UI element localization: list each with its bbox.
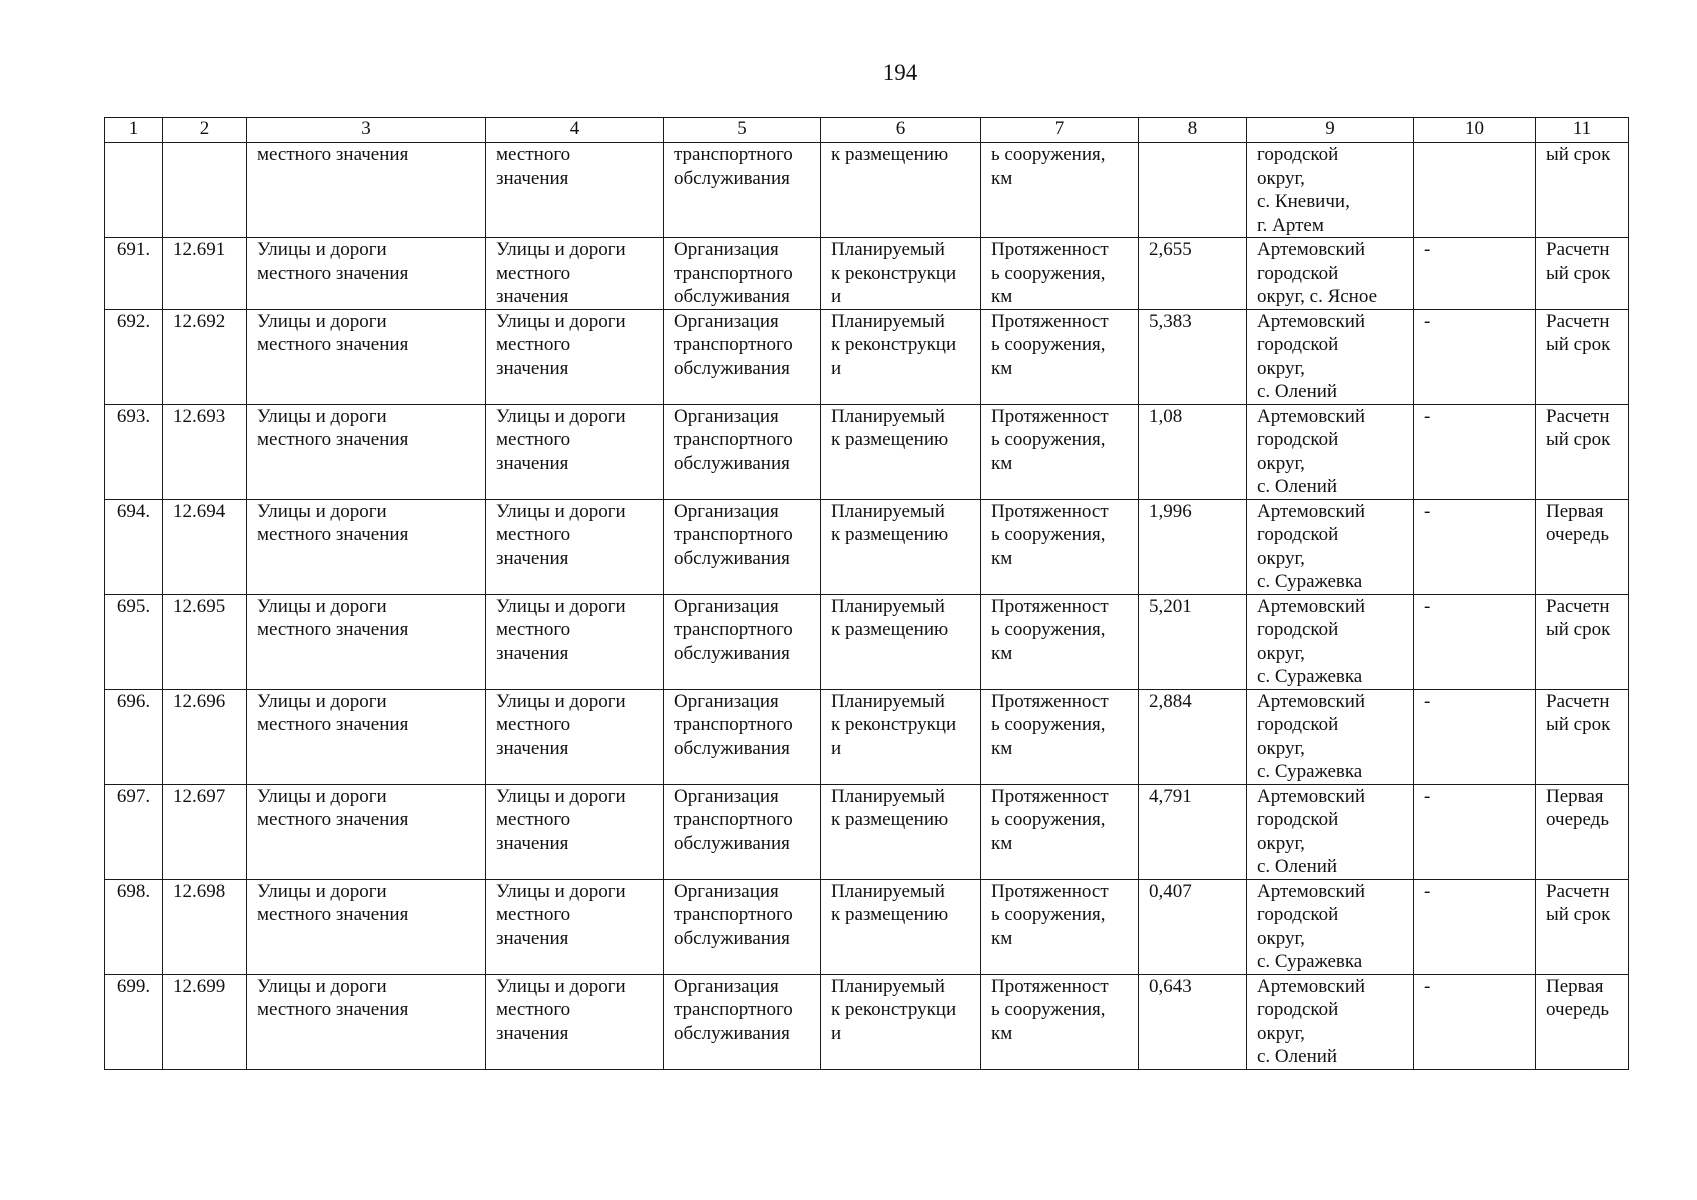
term-cell: Расчетн ый срок <box>1536 594 1629 689</box>
object-kind-cell: Улицы и дороги местного значения <box>486 879 664 974</box>
object-code-cell: 12.691 <box>163 238 247 310</box>
table-body <box>105 143 1629 1070</box>
purpose-cell: Организация транспортного обслуживания <box>664 784 821 879</box>
column-header: 9 <box>1247 118 1414 143</box>
object-code-cell: 12.694 <box>163 499 247 594</box>
zone-cell <box>1414 143 1536 238</box>
object-kind-cell: Улицы и дороги местного значения <box>486 499 664 594</box>
purpose-cell: Организация транспортного обслуживания <box>664 689 821 784</box>
column-header: 7 <box>981 118 1139 143</box>
zone-cell: - <box>1414 879 1536 974</box>
purpose-cell: Организация транспортного обслуживания <box>664 309 821 404</box>
column-number-row <box>105 118 1629 143</box>
zone-cell: - <box>1414 784 1536 879</box>
term-cell: Первая очередь <box>1536 784 1629 879</box>
object-code-cell: 12.692 <box>163 309 247 404</box>
row-number-cell: 692. <box>105 309 163 404</box>
column-header: 3 <box>247 118 486 143</box>
term-cell: Первая очередь <box>1536 974 1629 1069</box>
row-number-cell: 699. <box>105 974 163 1069</box>
object-type-cell: Улицы и дороги местного значения <box>247 404 486 499</box>
purpose-cell: Организация транспортного обслуживания <box>664 594 821 689</box>
location-cell: Артемовский городской округ, с. Олений <box>1247 784 1414 879</box>
purpose-cell: Организация транспортного обслуживания <box>664 404 821 499</box>
purpose-cell: Организация транспортного обслуживания <box>664 499 821 594</box>
value-cell: 0,643 <box>1139 974 1247 1069</box>
row-number-cell <box>105 143 163 238</box>
purpose-cell: Организация транспортного обслуживания <box>664 974 821 1069</box>
column-header: 2 <box>163 118 247 143</box>
object-type-cell: Улицы и дороги местного значения <box>247 689 486 784</box>
purpose-cell: транспортного обслуживания <box>664 143 821 238</box>
object-type-cell: Улицы и дороги местного значения <box>247 784 486 879</box>
characteristic-cell: Протяженност ь сооружения, км <box>981 594 1139 689</box>
row-number-cell: 698. <box>105 879 163 974</box>
object-kind-cell: Улицы и дороги местного значения <box>486 309 664 404</box>
status-cell: Планируемый к размещению <box>821 784 981 879</box>
term-cell: Расчетн ый срок <box>1536 309 1629 404</box>
object-code-cell <box>163 143 247 238</box>
characteristic-cell: Протяженност ь сооружения, км <box>981 784 1139 879</box>
page-number: 194 <box>882 60 918 85</box>
purpose-cell: Организация транспортного обслуживания <box>664 879 821 974</box>
location-cell: Артемовский городской округ, с. Суражевка <box>1247 499 1414 594</box>
zone-cell: - <box>1414 238 1536 310</box>
row-number-cell: 691. <box>105 238 163 310</box>
object-type-cell: Улицы и дороги местного значения <box>247 238 486 310</box>
value-cell <box>1139 143 1247 238</box>
row-number-cell: 696. <box>105 689 163 784</box>
column-header: 10 <box>1414 118 1536 143</box>
value-cell: 2,884 <box>1139 689 1247 784</box>
status-cell: Планируемый к размещению <box>821 404 981 499</box>
column-header: 8 <box>1139 118 1247 143</box>
location-cell: Артемовский городской округ, с. Суражевка <box>1247 594 1414 689</box>
objects-table <box>104 117 1629 1070</box>
location-cell: Артемовский городской округ, с. Олений <box>1247 974 1414 1069</box>
row-number-cell: 697. <box>105 784 163 879</box>
object-code-cell: 12.699 <box>163 974 247 1069</box>
zone-cell: - <box>1414 689 1536 784</box>
status-cell: Планируемый к реконструкци и <box>821 309 981 404</box>
zone-cell: - <box>1414 594 1536 689</box>
table-row <box>105 404 1629 499</box>
value-cell: 5,201 <box>1139 594 1247 689</box>
status-cell: Планируемый к размещению <box>821 499 981 594</box>
table-row <box>105 309 1629 404</box>
column-header: 4 <box>486 118 664 143</box>
table-row <box>105 594 1629 689</box>
object-type-cell: Улицы и дороги местного значения <box>247 309 486 404</box>
row-number-cell: 693. <box>105 404 163 499</box>
characteristic-cell: Протяженност ь сооружения, км <box>981 404 1139 499</box>
row-number-cell: 694. <box>105 499 163 594</box>
object-kind-cell: Улицы и дороги местного значения <box>486 784 664 879</box>
characteristic-cell: Протяженност ь сооружения, км <box>981 689 1139 784</box>
value-cell: 4,791 <box>1139 784 1247 879</box>
object-code-cell: 12.693 <box>163 404 247 499</box>
term-cell: Первая очередь <box>1536 499 1629 594</box>
location-cell: Артемовский городской округ, с. Олений <box>1247 404 1414 499</box>
term-cell: Расчетн ый срок <box>1536 404 1629 499</box>
object-type-cell: Улицы и дороги местного значения <box>247 974 486 1069</box>
characteristic-cell: Протяженност ь сооружения, км <box>981 309 1139 404</box>
zone-cell: - <box>1414 974 1536 1069</box>
characteristic-cell: ь сооружения, км <box>981 143 1139 238</box>
object-type-cell: местного значения <box>247 143 486 238</box>
object-kind-cell: Улицы и дороги местного значения <box>486 404 664 499</box>
object-code-cell: 12.697 <box>163 784 247 879</box>
table-row <box>105 784 1629 879</box>
object-type-cell: Улицы и дороги местного значения <box>247 879 486 974</box>
object-type-cell: Улицы и дороги местного значения <box>247 594 486 689</box>
characteristic-cell: Протяженност ь сооружения, км <box>981 879 1139 974</box>
object-kind-cell: Улицы и дороги местного значения <box>486 238 664 310</box>
term-cell: Расчетн ый срок <box>1536 879 1629 974</box>
table-row <box>105 499 1629 594</box>
row-number-cell: 695. <box>105 594 163 689</box>
value-cell: 2,655 <box>1139 238 1247 310</box>
object-kind-cell: Улицы и дороги местного значения <box>486 974 664 1069</box>
table-row <box>105 974 1629 1069</box>
characteristic-cell: Протяженност ь сооружения, км <box>981 238 1139 310</box>
column-header: 5 <box>664 118 821 143</box>
object-kind-cell: Улицы и дороги местного значения <box>486 689 664 784</box>
location-cell: Артемовский городской округ, с. Олений <box>1247 309 1414 404</box>
location-cell: Артемовский городской округ, с. Суражевка <box>1247 689 1414 784</box>
purpose-cell: Организация транспортного обслуживания <box>664 238 821 310</box>
object-code-cell: 12.698 <box>163 879 247 974</box>
value-cell: 1,996 <box>1139 499 1247 594</box>
column-header: 6 <box>821 118 981 143</box>
location-cell: Артемовский городской округ, с. Суражевка <box>1247 879 1414 974</box>
value-cell: 1,08 <box>1139 404 1247 499</box>
value-cell: 0,407 <box>1139 879 1247 974</box>
table-row <box>105 689 1629 784</box>
object-type-cell: Улицы и дороги местного значения <box>247 499 486 594</box>
object-code-cell: 12.696 <box>163 689 247 784</box>
status-cell: Планируемый к реконструкци и <box>821 689 981 784</box>
object-kind-cell: Улицы и дороги местного значения <box>486 594 664 689</box>
term-cell: ый срок <box>1536 143 1629 238</box>
object-code-cell: 12.695 <box>163 594 247 689</box>
location-cell: Артемовский городской округ, с. Ясное <box>1247 238 1414 310</box>
table-row <box>105 879 1629 974</box>
term-cell: Расчетн ый срок <box>1536 689 1629 784</box>
status-cell: Планируемый к реконструкци и <box>821 238 981 310</box>
table-row-continuation <box>105 143 1629 238</box>
status-cell: к размещению <box>821 143 981 238</box>
characteristic-cell: Протяженност ь сооружения, км <box>981 499 1139 594</box>
value-cell: 5,383 <box>1139 309 1247 404</box>
object-kind-cell: местного значения <box>486 143 664 238</box>
zone-cell: - <box>1414 404 1536 499</box>
status-cell: Планируемый к размещению <box>821 594 981 689</box>
characteristic-cell: Протяженност ь сооружения, км <box>981 974 1139 1069</box>
status-cell: Планируемый к размещению <box>821 879 981 974</box>
column-header: 1 <box>105 118 163 143</box>
table-row <box>105 238 1629 310</box>
column-header: 11 <box>1536 118 1629 143</box>
location-cell: городской округ, с. Кневичи, г. Артем <box>1247 143 1414 238</box>
zone-cell: - <box>1414 499 1536 594</box>
term-cell: Расчетн ый срок <box>1536 238 1629 310</box>
zone-cell: - <box>1414 309 1536 404</box>
status-cell: Планируемый к реконструкци и <box>821 974 981 1069</box>
